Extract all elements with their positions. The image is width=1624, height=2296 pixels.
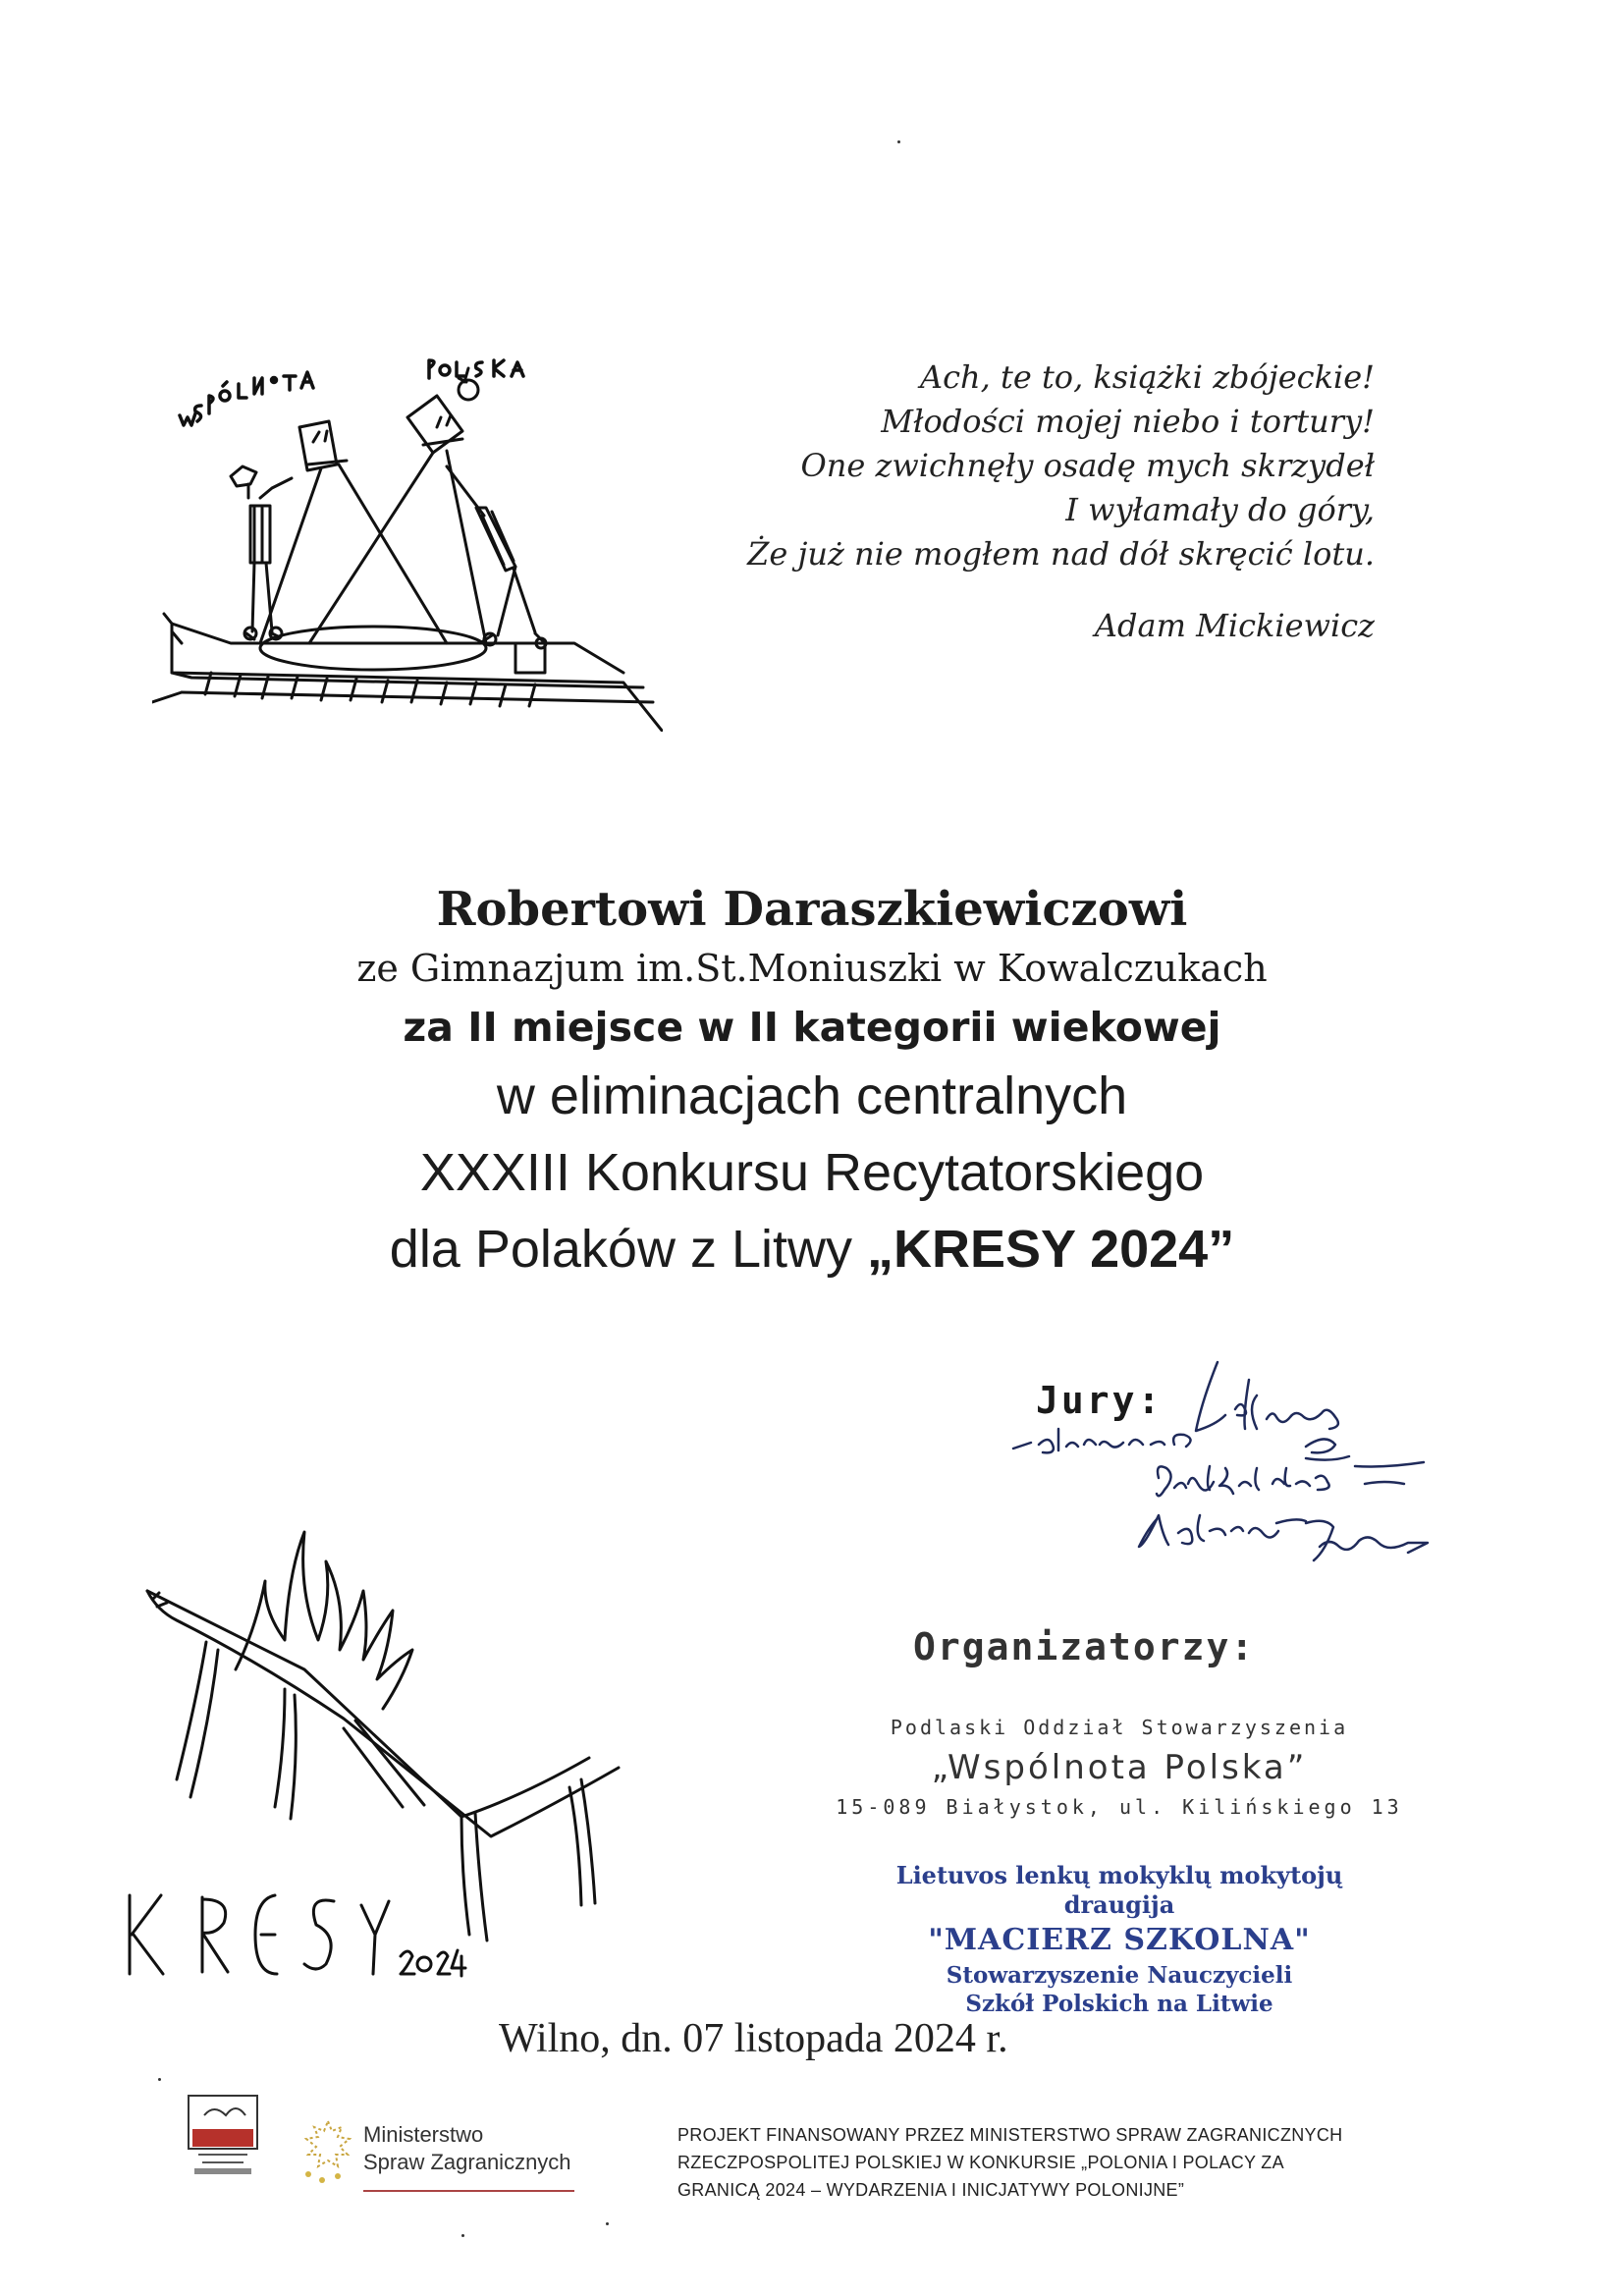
- poem-line: Ach, te to, książki zbójeckie!: [919, 358, 1375, 396]
- organizer-name: „Wspólnota Polska”: [931, 1748, 1308, 1787]
- poem-quote: [628, 355, 1375, 648]
- poem-line: I wyłamały do góry,: [1065, 491, 1375, 528]
- organizer-polish-name: Szkół Polskich na Litwie: [965, 1991, 1273, 2017]
- poem-line: Młodości mojej niebo i tortury!: [881, 403, 1375, 440]
- organizer-wspolnota-polska: [805, 1711, 1434, 1823]
- organizer-macierz-szkolna: [844, 1861, 1394, 2018]
- organizer-lithuanian-name: Lietuvos lenkų mokyklų mokytojų: [895, 1861, 1343, 1889]
- organizers-label: Organizatorzy:: [913, 1625, 1256, 1668]
- speck: [606, 2222, 609, 2225]
- ministry-underline: [363, 2190, 574, 2192]
- ministry-eagle-emblem: [293, 2111, 363, 2192]
- recipient-school: ze Gimnazjum im.St.Moniuszki w Kowalczukach: [356, 947, 1268, 990]
- jury-label: Jury:: [1036, 1379, 1164, 1422]
- speck: [897, 140, 900, 143]
- organizer-lithuanian-name: draugija: [1063, 1890, 1175, 1919]
- ministry-name-line: Ministerstwo: [363, 2122, 484, 2147]
- award-text: [0, 879, 1624, 1287]
- stage-sketch-illustration: [152, 349, 663, 732]
- kresy-handwritten-logo: [118, 1866, 471, 1984]
- organizer-name: "MACIERZ SZKOLNA": [928, 1923, 1311, 1957]
- event-line: XXXIII Konkursu Recytatorskiego: [419, 1143, 1205, 1202]
- organizer-polish-name: Stowarzyszenie Nauczycieli: [946, 1962, 1293, 1989]
- project-line: PROJEKT FINANSOWANY PRZEZ MINISTERSTWO SPRAW ZAGRANICZNYCH: [677, 2125, 1343, 2145]
- issue-date: Wilno, dn. 07 listopada 2024 r.: [499, 2016, 1008, 2061]
- event-line-prefix: dla Polaków z Litwy: [389, 1220, 867, 1279]
- event-title: „KRESY 2024”: [867, 1220, 1235, 1279]
- project-funding-notice: [677, 2121, 1384, 2204]
- ministry-name: [363, 2121, 571, 2176]
- ministry-name-line: Spraw Zagranicznych: [363, 2150, 571, 2174]
- wspolnota-polska-logo: [185, 2090, 261, 2180]
- organizer-address: 15-089 Białystok, ul. Kilińskiego 13: [836, 1795, 1403, 1819]
- poem-author: Adam Mickiewicz: [1094, 607, 1375, 644]
- organizer-branch: Podlaski Oddział Stowarzyszenia: [890, 1716, 1349, 1739]
- speck: [461, 2234, 464, 2237]
- speck: [158, 2078, 161, 2081]
- recipient-name: Robertowi Daraszkiewiczowi: [436, 882, 1188, 937]
- event-line: [0, 1211, 1624, 1287]
- event-line: w eliminacjach centralnych: [496, 1066, 1128, 1125]
- project-line: RZECZPOSPOLITEJ POLSKIEJ W KONKURSIE „POLONIA I POLACY ZA: [677, 2153, 1284, 2172]
- hand-lettering-wspolnota-polska: [180, 360, 523, 425]
- jury-signatures: [982, 1350, 1443, 1586]
- award-place: za II miejsce w II kategorii wiekowej: [403, 1004, 1221, 1051]
- poem-line: One zwichnęły osadę mych skrzydeł: [800, 447, 1375, 484]
- poem-line: Że już nie mogłem nad dół skręcić lotu.: [747, 535, 1375, 573]
- project-line: GRANICĄ 2024 – WYDARZENIA I INICJATYWY POLONIJNE”: [677, 2180, 1185, 2200]
